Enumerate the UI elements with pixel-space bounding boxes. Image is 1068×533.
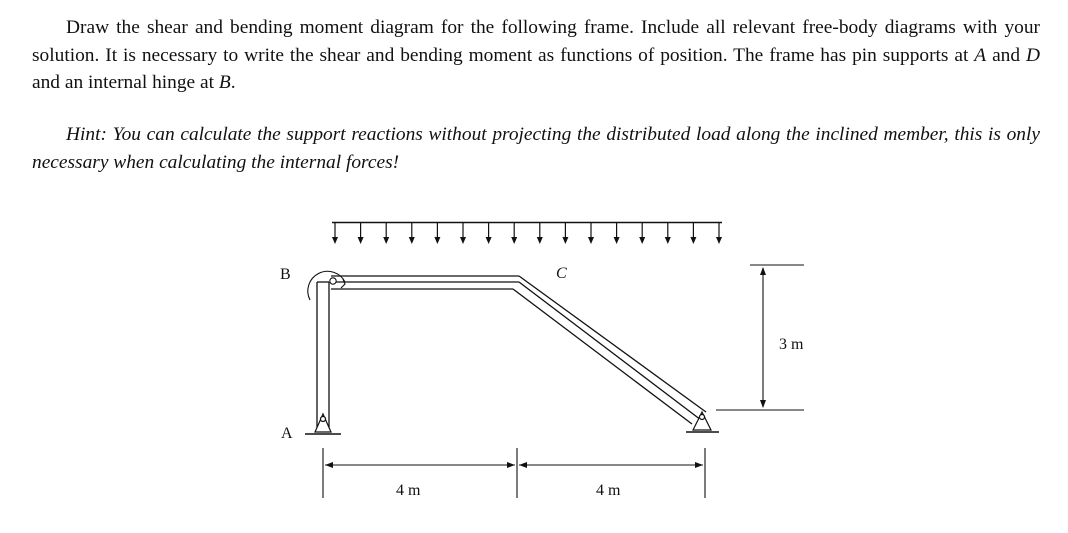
var-d: D xyxy=(1025,44,1040,66)
label-b: B xyxy=(280,266,291,283)
problem-end: . xyxy=(230,72,236,93)
hint-body: You can calculate the support reactions without projecting the distributed load along the inclined member, this is only necessary when calculating the internal forces! xyxy=(32,124,1040,173)
distributed-load xyxy=(332,223,722,245)
frame-members xyxy=(317,276,706,432)
load-arrow-head xyxy=(460,237,466,244)
label-a: A xyxy=(281,425,293,442)
problem-and: and xyxy=(986,44,1026,66)
load-arrow-head xyxy=(434,237,440,244)
load-arrow-head xyxy=(588,237,594,244)
load-arrow-head xyxy=(358,237,364,244)
var-a: A xyxy=(974,44,987,66)
dim-left-label: 4 m xyxy=(396,482,421,499)
load-arrow-head xyxy=(409,237,415,244)
dim-right-label: 4 m xyxy=(596,482,621,499)
load-arrow-head xyxy=(690,237,696,244)
load-arrow-head xyxy=(614,237,620,244)
load-arrow-head xyxy=(716,237,722,244)
load-arrow-head xyxy=(639,237,645,244)
load-arrow-head xyxy=(665,237,671,244)
load-arrow-head xyxy=(511,237,517,244)
pin-support-d xyxy=(686,412,719,432)
load-arrow-head xyxy=(383,237,389,244)
load-arrow-head xyxy=(332,237,338,244)
pin-support-a xyxy=(305,414,341,434)
load-arrow-head xyxy=(537,237,543,244)
problem-part2: and an internal hinge at xyxy=(32,72,219,93)
problem-part1: Draw the shear and bending moment diagram for the following frame. Include all relevant free-body diagrams with your solution. It is necessary to write the shear and bending moment as functions of position. The frame has pin supports at xyxy=(32,17,1040,66)
hint-label: Hint: xyxy=(66,124,107,145)
load-arrow-head xyxy=(486,237,492,244)
label-c: C xyxy=(556,265,567,282)
dim-height-label: 3 m xyxy=(779,336,804,353)
internal-hinge-b xyxy=(308,271,345,300)
load-arrow-head xyxy=(562,237,568,244)
var-b: B xyxy=(218,72,231,93)
horizontal-dimensions xyxy=(323,448,705,498)
load-arrows xyxy=(332,223,722,244)
